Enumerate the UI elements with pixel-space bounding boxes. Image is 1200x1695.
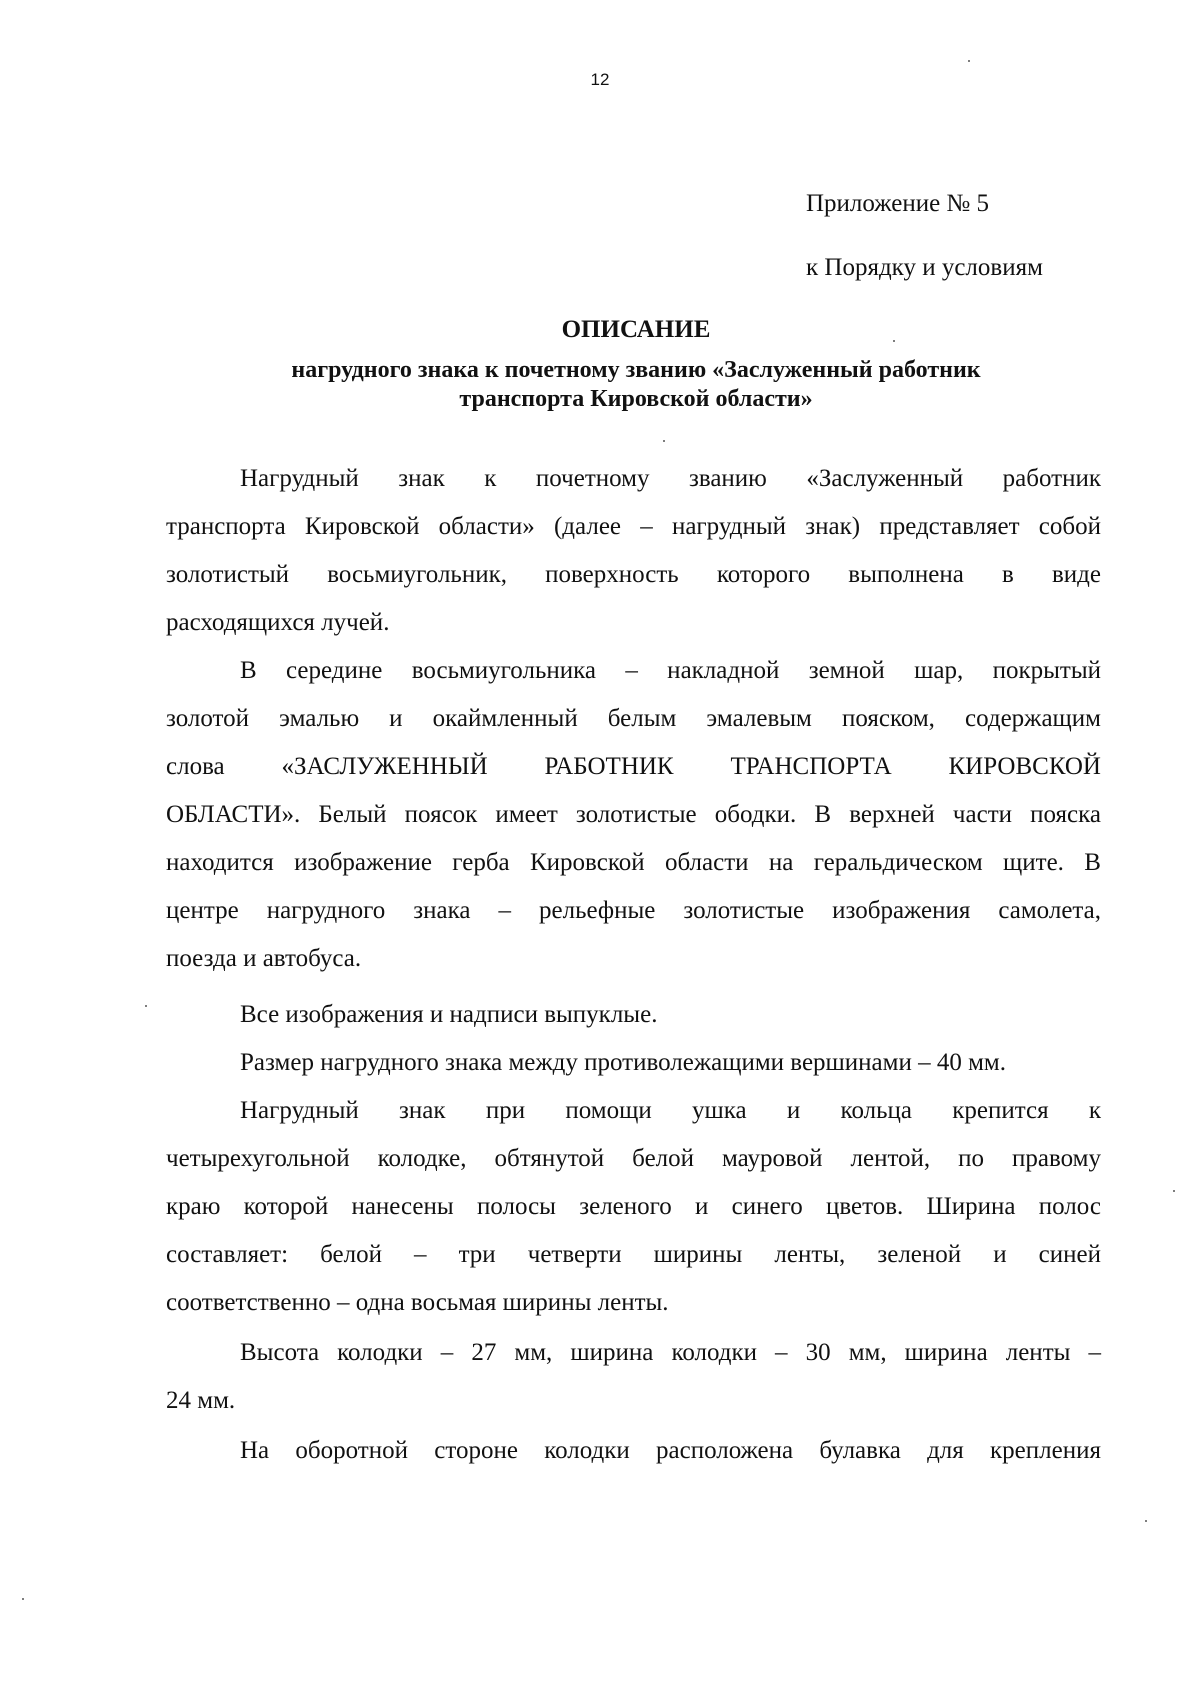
paragraph-line: золотистый восьмиугольник, поверхность которого выполнена в виде (166, 561, 1101, 588)
scan-speck (145, 1005, 147, 1007)
paragraph-line: находится изображение герба Кировской области на геральдическом щите. В (166, 849, 1101, 876)
scan-speck (663, 440, 665, 442)
scan-speck (1145, 1520, 1147, 1522)
page-number: 12 (590, 70, 610, 89)
paragraph-line: краю которой нанесены полосы зеленого и синего цветов. Ширина полос (166, 1193, 1101, 1220)
paragraph-line: соответственно – одна восьмая ширины ленты. (166, 1289, 669, 1316)
appendix-reference: к Порядку и условиям (806, 254, 1043, 281)
scan-speck (22, 1598, 24, 1600)
paragraph-line: золотой эмалью и окаймленный белым эмалевым пояском, содержащим (166, 705, 1101, 732)
paragraph-line: Высота колодки – 27 мм, ширина колодки – 30 мм, ширина ленты – (240, 1339, 1101, 1366)
paragraph-line: слова «ЗАСЛУЖЕННЫЙ РАБОТНИК ТРАНСПОРТА КИРОВСКОЙ (166, 753, 1101, 780)
scan-speck (893, 340, 895, 342)
appendix-label: Приложение № 5 (806, 190, 990, 217)
document-subtitle-line: транспорта Кировской области» (459, 386, 813, 412)
paragraph-line: Все изображения и надписи выпуклые. (240, 1001, 658, 1028)
paragraph-line: Нагрудный знак при помощи ушка и кольца крепится к (240, 1097, 1101, 1124)
document-subtitle-line: нагрудного знака к почетному званию «Заслуженный работник (291, 357, 981, 383)
paragraph-line: Нагрудный знак к почетному званию «Заслуженный работник (240, 465, 1101, 492)
paragraph-line: Размер нагрудного знака между противолежащими вершинами – 40 мм. (240, 1049, 1006, 1076)
paragraph-line: составляет: белой – три четверти ширины ленты, зеленой и синей (166, 1241, 1101, 1268)
paragraph-line: В середине восьмиугольника – накладной земной шар, покрытый (240, 657, 1101, 684)
paragraph-line: центре нагрудного знака – рельефные золотистые изображения самолета, (166, 897, 1101, 924)
scan-speck (968, 60, 970, 62)
paragraph-line: 24 мм. (166, 1387, 236, 1414)
paragraph-line: ОБЛАСТИ». Белый поясок имеет золотистые ободки. В верхней части пояска (166, 801, 1101, 828)
paragraph-line: расходящихся лучей. (166, 609, 390, 636)
scan-speck (1173, 1190, 1175, 1192)
paragraph-line: транспорта Кировской области» (далее – нагрудный знак) представляет собой (166, 513, 1101, 540)
document-heading: ОПИСАНИЕ (561, 316, 711, 343)
paragraph-line: поезда и автобуса. (166, 945, 362, 972)
paragraph-line: четырехугольной колодке, обтянутой белой мауровой лентой, по правому (166, 1145, 1101, 1172)
paragraph-line: На оборотной стороне колодки расположена булавка для крепления (240, 1437, 1101, 1464)
